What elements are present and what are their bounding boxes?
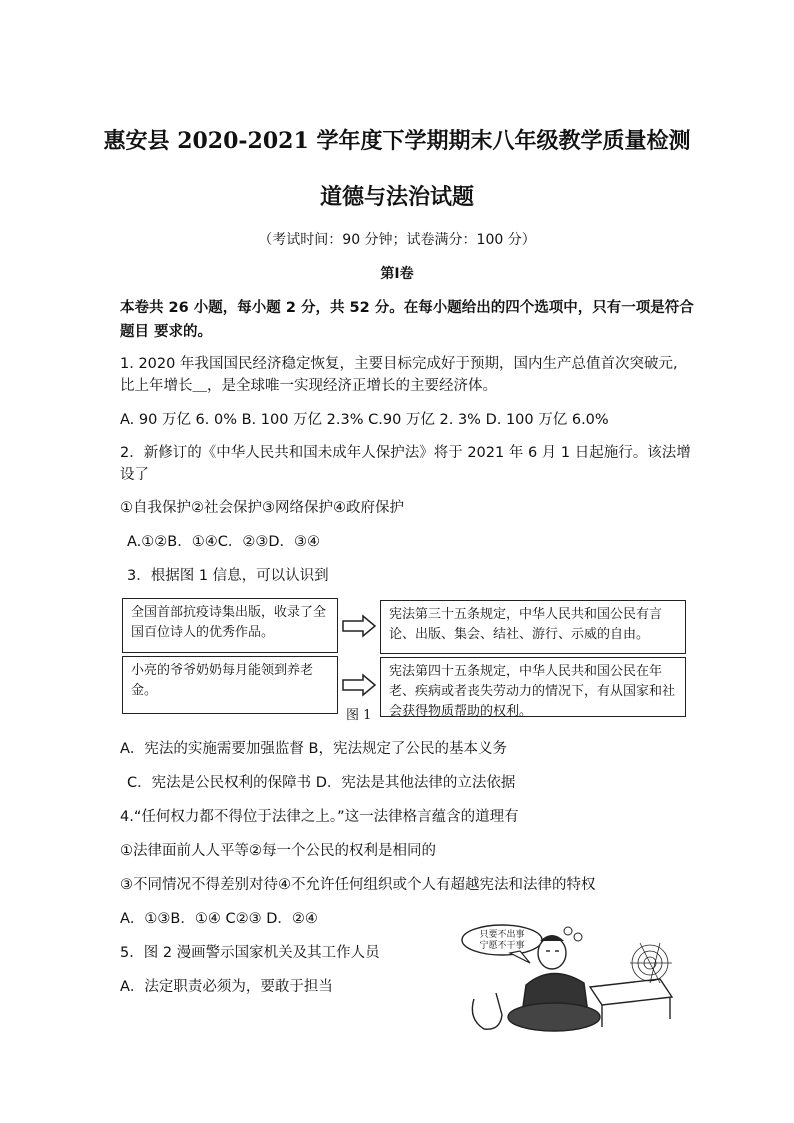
q2-stem-line1: 2．新修订的《中华人民共和国未成年人保护法》将于 2021 年 6 月 1 日起施行。该法增 bbox=[120, 445, 691, 461]
q1-stem-line2: 比上年增长＿，是全球唯一实现经济正增长的主要经济体。 bbox=[120, 378, 497, 394]
svg-text:宁愿不干事: 宁愿不干事 bbox=[479, 941, 525, 951]
svg-text:只要不出事: 只要不出事 bbox=[479, 930, 525, 940]
section-heading: 第Ⅰ卷 bbox=[380, 266, 414, 282]
instructions-line1: 本卷共 26 小题，每小题 2 分，共 52 分。在每小题给出的四个选项中，只有一项是符合 bbox=[120, 300, 694, 316]
q5-stem: 5．图 2 漫画警示国家机关及其工作人员 bbox=[120, 945, 380, 961]
q2-stem-line2: 设了 bbox=[120, 467, 149, 483]
q5-option-a: A．法定职责必须为，要敢于担当 bbox=[120, 979, 333, 995]
q4-options: A．①③B．①④ C②③ D．②④ bbox=[120, 911, 318, 927]
figure1-box-article45: 宪法第四十五条规定，中华人民共和国公民在年老、疾病或者丧失劳动力的情况下，有从国家和社会获得物质帮助的权利。 bbox=[380, 657, 686, 717]
figure1-box-article35: 宪法第三十五条规定，中华人民共和国公民有言论、出版、集会、结社、游行、示威的自由。 bbox=[380, 600, 686, 654]
figure1-box-poetry: 全国首部抗疫诗集出版，收录了全国百位诗人的优秀作品。 bbox=[122, 598, 338, 653]
q3-stem: 3．根据图 1 信息，可以认识到 bbox=[127, 568, 329, 584]
q4-stem: 4.“任何权力都不得位于法律之上。”这一法律格言蕴含的道理有 bbox=[120, 809, 519, 825]
figure1-box-pension: 小亮的爷爷奶奶每月能领到养老金。 bbox=[122, 656, 338, 714]
exam-info: （考试时间：90 分钟；试卷满分：100 分） bbox=[258, 232, 536, 248]
q2-options: A.①②B．①④C．②③D．③④ bbox=[127, 534, 321, 550]
figure2-cartoon bbox=[460, 923, 682, 1033]
exam-title: 惠安县 2020-2021 学年度下学期期末八年级教学质量检测 bbox=[103, 128, 691, 154]
exam-subtitle: 道德与法治试题 bbox=[319, 184, 474, 210]
q4-items-line2: ③不同情况不得差别对待④不允许任何组织或个人有超越宪法和法律的特权 bbox=[120, 877, 596, 893]
q3-options-cd: C．宪法是公民权利的保障书 D．宪法是其他法律的立法依据 bbox=[127, 775, 516, 791]
q3-options-ab: A．宪法的实施需要加强监督 B，宪法规定了公民的基本义务 bbox=[120, 741, 507, 757]
figure1-caption: 图 1 bbox=[346, 708, 372, 723]
q2-items: ①自我保护②社会保护③网络保护④政府保护 bbox=[120, 500, 404, 516]
q4-items-line1: ①法律面前人人平等②每一个公民的权利是相同的 bbox=[120, 843, 436, 859]
figure1-arrow-top bbox=[341, 614, 377, 638]
q1-options: A. 90 万亿 6. 0% B. 100 万亿 2.3% C.90 万亿 2. 3% D. 100 万亿 6.0% bbox=[120, 412, 609, 428]
instructions-line2: 题目 要求的。 bbox=[120, 324, 213, 340]
q1-stem-line1: 1. 2020 年我国国民经济稳定恢复，主要目标完成好于预期，国内生产总值首次突破元, bbox=[120, 356, 678, 372]
figure1-arrow-bottom bbox=[341, 673, 377, 697]
